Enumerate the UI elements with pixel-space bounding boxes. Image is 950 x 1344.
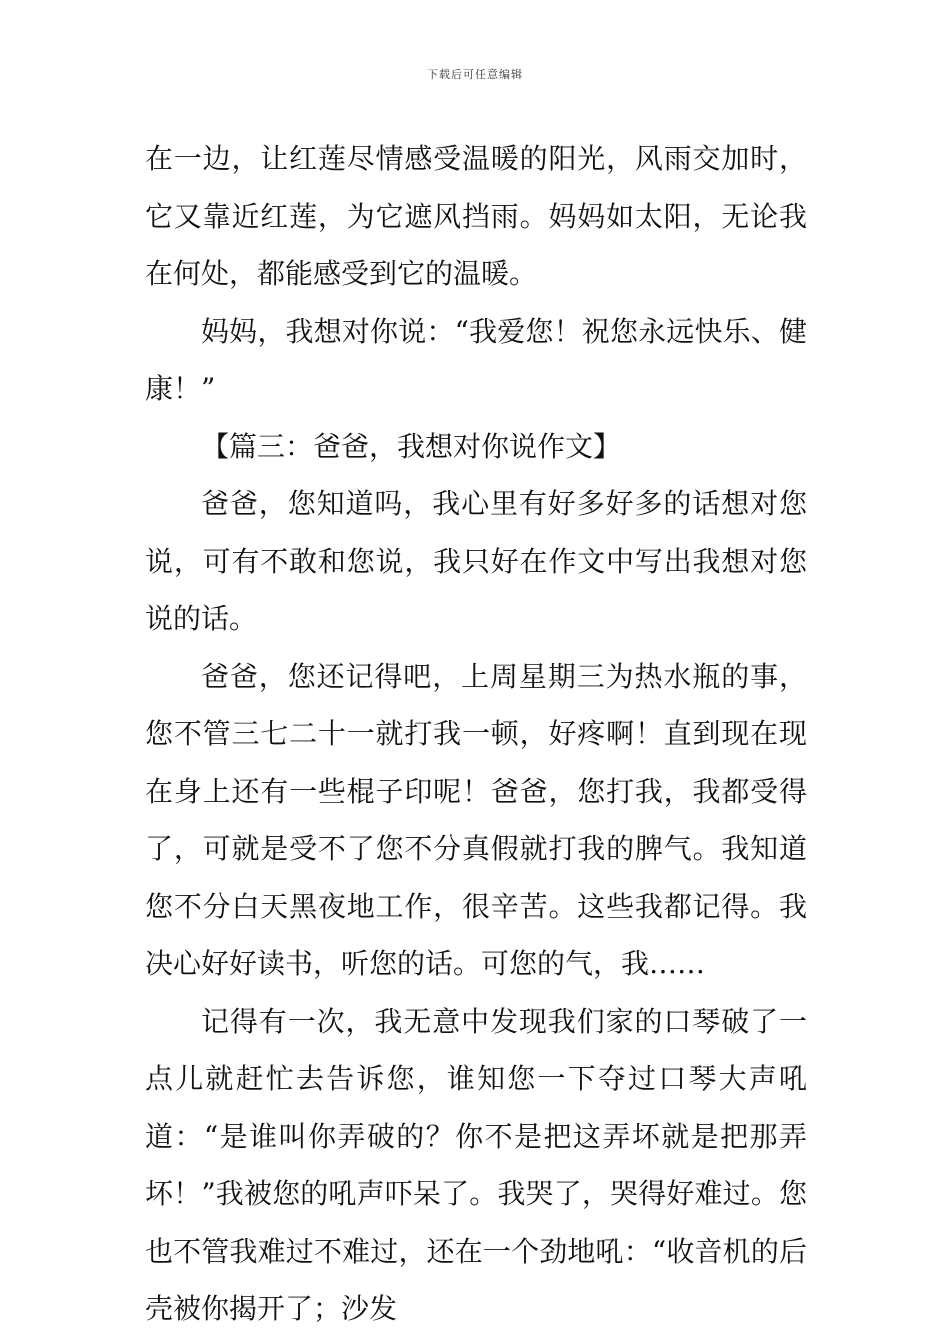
section-heading: 【篇三：爸爸，我想对你说作文】	[201, 429, 622, 463]
paragraph-2: 妈妈，我想对你说：“我爱您！祝您永远快乐、健康！”	[145, 314, 807, 405]
paragraph-5: 记得有一次，我无意中发现我们家的口琴破了一点儿就赶忙去告诉您，谁知您一下夺过口琴大声吼道：“是谁叫你弄破的？你不是把这弄坏就是把那弄坏！”我被您的吼声吓呆了。我哭了，哭得好难过。您也不管我难过不难过，还在一个劲地吼：“收音机的后壳被你揭开了；沙发	[145, 1004, 807, 1325]
paragraph-3: 爸爸，您知道吗，我心里有好多好多的话想对您说，可有不敢和您说，我只好在作文中写出我想对您说的话。	[145, 487, 807, 635]
paragraph-1: 在一边，让红莲尽情感受温暖的阳光，风雨交加时，它又靠近红莲，为它遮风挡雨。妈妈如太阳，无论我在何处，都能感受到它的温暖。	[145, 142, 807, 290]
paragraph-4: 爸爸，您还记得吧，上周星期三为热水瓶的事，您不管三七二十一就打我一顿，好疼啊！直到现在现在身上还有一些棍子印呢！爸爸，您打我，我都受得了，可就是受不了您不分真假就打我的脾气。我知道您不分白天黑夜地工作，很辛苦。这些我都记得。我决心好好读书，听您的话。可您的气，我……	[145, 659, 807, 980]
document-body	[145, 130, 807, 1338]
page-header: 下载后可任意编辑	[427, 68, 523, 81]
